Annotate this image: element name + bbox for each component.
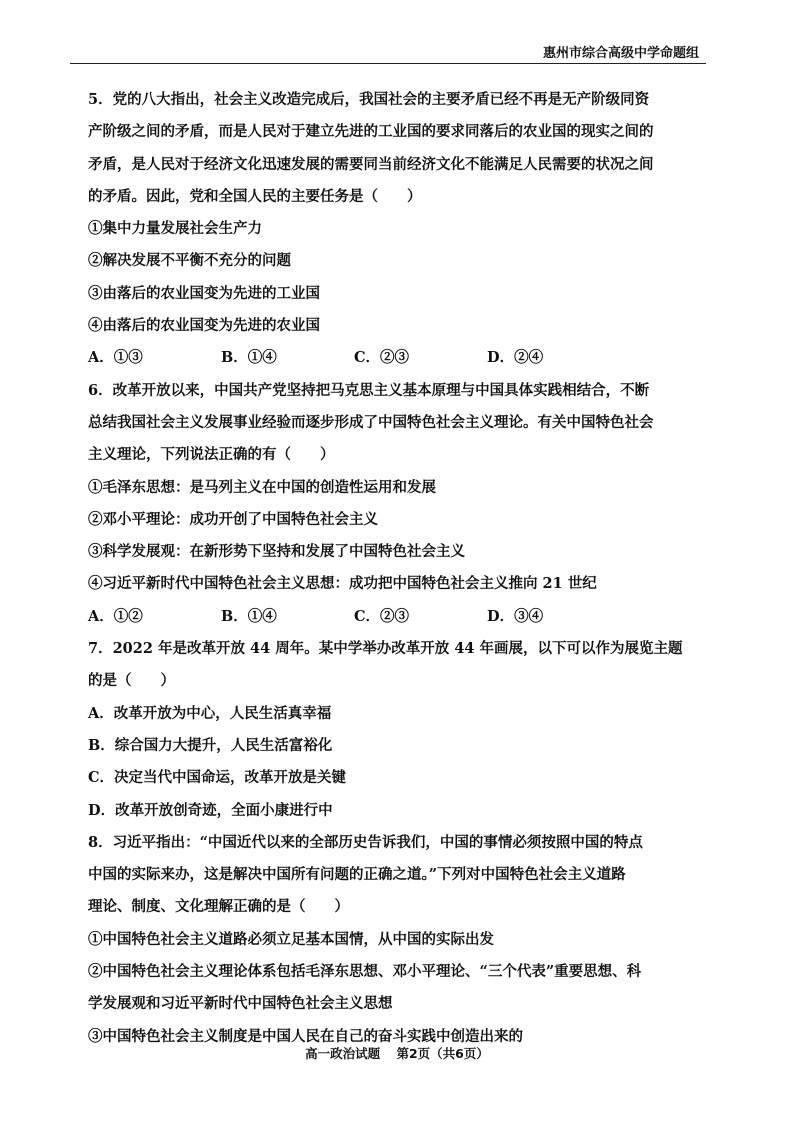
header-divider xyxy=(70,63,706,64)
statement-item: ②邓小平理论：成功开创了中国特色社会主义 xyxy=(88,510,378,528)
statement-item: ④习近平新时代中国特色社会主义思想：成功把中国特色社会主义推向 21 世纪 xyxy=(88,575,597,593)
question-stem-line: 的是（ ） xyxy=(88,672,175,690)
option-d: D．改革开放创奇迹，全面小康进行中 xyxy=(88,801,333,819)
statement-item: ②中国特色社会主义理论体系包括毛泽东思想、邓小平理论、“三个代表”重要思想、科 xyxy=(88,963,642,981)
statement-item: ④由落后的农业国变为先进的农业国 xyxy=(88,317,320,335)
statement-item: ①集中力量发展社会生产力 xyxy=(88,220,262,238)
header-organization: 惠州市综合高级中学命题组 xyxy=(542,46,699,61)
question-stem-line: 7．2022 年是改革开放 44 周年。某中学举办改革开放 44 年画展，以下可以作为展览主题 xyxy=(88,640,683,658)
statement-item: ③中国特色社会主义制度是中国人民在自己的奋斗实践中创造出来的 xyxy=(88,1027,523,1045)
question-stem-line: 总结我国社会主义发展事业经验而逐步形成了中国特色社会主义理论。有关中国特色社会 xyxy=(88,413,654,431)
question-stem-line: 5．党的八大指出，社会主义改造完成后，我国社会的主要矛盾已经不再是无产阶级同资 xyxy=(88,91,650,108)
question-stem-line: 主义理论，下列说法正确的有（ ） xyxy=(88,446,335,464)
question-6 xyxy=(88,375,688,633)
option-a: A．①③ xyxy=(88,349,143,367)
page-footer xyxy=(0,1044,794,1062)
option-b: B．①④ xyxy=(221,349,277,367)
question-stem-line: 理论、制度、文化理解正确的是（ ） xyxy=(88,898,349,916)
statement-item: ①中国特色社会主义道路必须立足基本国情，从中国的实际出发 xyxy=(88,930,494,948)
option-a: A．改革开放为中心，人民生活真幸福 xyxy=(88,704,332,722)
answer-options xyxy=(88,601,688,633)
option-c: C．②③ xyxy=(354,349,410,367)
question-stem-line: 产阶级之间的矛盾，而是人民对于建立先进的工业国的要求同落后的农业国的现实之间的 xyxy=(88,123,654,141)
question-5 xyxy=(88,84,688,375)
exam-title: 高一政治试题 xyxy=(305,1046,381,1061)
option-a: A．①② xyxy=(88,607,143,625)
option-b: B．综合国力大提升，人民生活富裕化 xyxy=(88,736,333,754)
option-c: C．②③ xyxy=(354,607,410,625)
option-d: D．③④ xyxy=(487,607,544,625)
statement-item: ③由落后的农业国变为先进的工业国 xyxy=(88,284,320,302)
answer-options xyxy=(88,342,688,374)
page-number: 第2页（共6页） xyxy=(396,1046,489,1061)
question-8 xyxy=(88,827,688,1053)
question-stem-line: 中国的实际来办，这是解决中国所有问题的正确之道。”下列对中国特色社会主义道路 xyxy=(88,866,626,884)
question-stem-line: 6．改革开放以来，中国共产党坚持把马克思主义基本原理与中国具体实践相结合，不断 xyxy=(88,381,650,399)
question-7 xyxy=(88,633,688,827)
question-stem-line: 矛盾，是人民对于经济文化迅速发展的需要同当前经济文化不能满足人民需要的状况之间 xyxy=(88,155,654,173)
statement-item: 学发展观和习近平新时代中国特色社会主义思想 xyxy=(88,995,393,1013)
statement-item: ①毛泽东思想：是马列主义在中国的创造性运用和发展 xyxy=(88,478,436,496)
option-c: C．决定当代中国命运，改革开放是关键 xyxy=(88,769,347,787)
question-stem-line: 的矛盾。因此，党和全国人民的主要任务是（ ） xyxy=(88,187,422,205)
question-stem-line: 8．习近平指出：“中国近代以来的全部历史告诉我们，中国的事情必须按照中国的特点 xyxy=(88,833,643,851)
option-b: B．①④ xyxy=(221,607,277,625)
question-list xyxy=(88,84,688,1053)
statement-item: ②解决发展不平衡不充分的问题 xyxy=(88,252,291,270)
option-d: D．②④ xyxy=(487,349,544,367)
statement-item: ③科学发展观：在新形势下坚持和发展了中国特色社会主义 xyxy=(88,543,465,561)
